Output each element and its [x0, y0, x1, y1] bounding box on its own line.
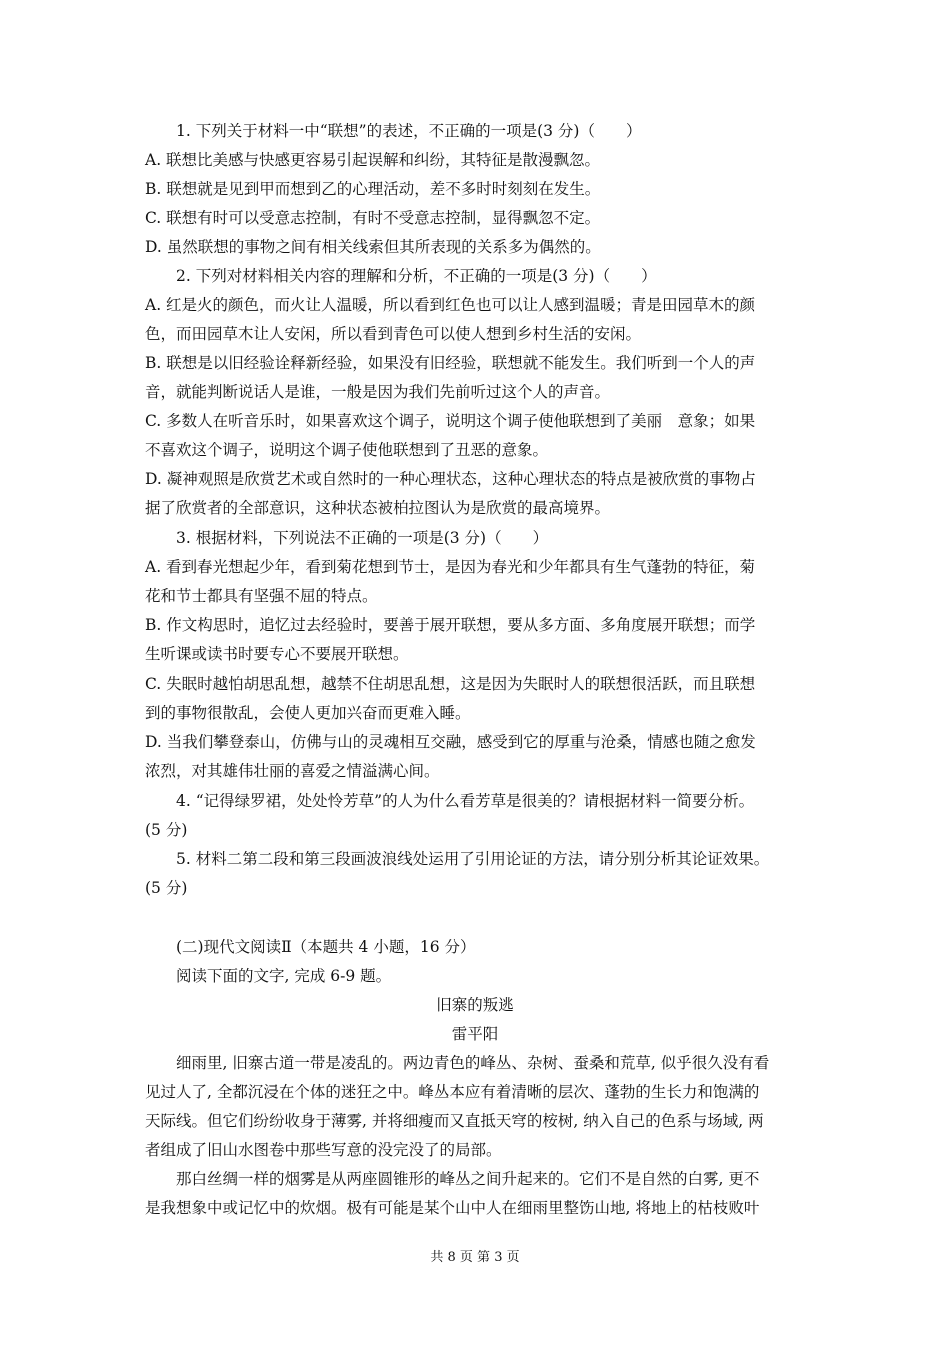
q2-line: A. 红是火的颜色，而火让人温暖，所以看到红色也可以让人感到温暖；青是田园草木的颜	[145, 296, 756, 314]
q1-option-c: C. 联想有时可以受意志控制，有时不受意志控制，显得飘忽不定。	[145, 209, 601, 227]
section-instruction: 阅读下面的文字, 完成 6-9 题。	[176, 967, 392, 985]
passage-line: 是我想象中或记忆中的炊烟。极有可能是某个山中人在细雨里整饬山地, 将地上的枯枝败叶	[145, 1199, 760, 1217]
q2-line: 据了欣赏者的全部意识，这种状态被柏拉图认为是欣赏的最高境界。	[145, 499, 611, 517]
q2-line: C. 多数人在听音乐时，如果喜欢这个调子，说明这个调子使他联想到了美丽 意象；如果	[145, 412, 756, 430]
section-heading: (二)现代文阅读Ⅱ（本题共 4 小题，16 分）	[176, 938, 476, 956]
passage-title: 旧寨的叛逃	[436, 996, 514, 1014]
q1-option-d: D. 虽然联想的事物之间有相关线索但其所表现的关系多为偶然的。	[145, 238, 601, 256]
q3-line: 浓烈，对其雄伟壮丽的喜爱之情溢满心间。	[145, 762, 440, 780]
q3-line: D. 当我们攀登泰山，仿佛与山的灵魂相互交融，感受到它的厚重与沧桑，情感也随之愈发	[145, 733, 756, 751]
passage-line: 见过人了, 全都沉浸在个体的迷狂之中。峰丛本应有着清晰的层次、蓬勃的生长力和饱满的	[145, 1083, 760, 1101]
q2-stem: 2. 下列对材料相关内容的理解和分析，不正确的一项是(3 分)（ ）	[176, 267, 657, 285]
q4-line1: 4. “记得绿罗裙，处处怜芳草”的人为什么看芳草是很美的？请根据材料一简要分析。	[176, 792, 755, 810]
q1-option-b: B. 联想就是见到甲而想到乙的心理活动，差不多时时刻刻在发生。	[145, 180, 601, 198]
passage-line: 者组成了旧山水图卷中那些写意的没完没了的局部。	[145, 1141, 502, 1159]
q3-line: B. 作文构思时，追忆过去经验时，要善于展开联想，要从多方面、多角度展开联想；而学	[145, 616, 756, 634]
q2-line: 音，就能判断说话人是谁，一般是因为我们先前听过这个人的声音。	[145, 383, 611, 401]
passage-line: 那白丝绸一样的烟雾是从两座圆锥形的峰丛之间升起来的。它们不是自然的白雾, 更不	[176, 1170, 760, 1188]
passage-line: 天际线。但它们纷纷收身于薄雾, 并将细瘦而又直抵天穹的桉树, 纳入自己的色系与场域, 两	[145, 1112, 764, 1130]
q3-line: A. 看到春光想起少年，看到菊花想到节士，是因为春光和少年都具有生气蓬勃的特征，菊	[145, 558, 756, 576]
q3-line: 花和节士都具有坚强不屈的特点。	[145, 587, 378, 605]
q1-stem: 1. 下列关于材料一中“联想”的表述，不正确的一项是(3 分)（ ）	[176, 122, 642, 140]
passage-line: 细雨里, 旧寨古道一带是凌乱的。两边青色的峰丛、杂树、蚕桑和荒草, 似乎很久没有看	[176, 1054, 770, 1072]
q2-line: B. 联想是以旧经验诠释新经验，如果没有旧经验，联想就不能发生。我们听到一个人的声	[145, 354, 756, 372]
q5-line1: 5. 材料二第二段和第三段画波浪线处运用了引用论证的方法，请分别分析其论证效果。	[176, 850, 770, 868]
q1-option-a: A. 联想比美感与快感更容易引起误解和纠纷，其特征是散漫飘忽。	[145, 151, 601, 169]
q2-line: 不喜欢这个调子，说明这个调子使他联想到了丑恶的意象。	[145, 441, 549, 459]
page-footer: 共 8 页 第 3 页	[430, 1250, 520, 1265]
q4-line2: (5 分)	[145, 821, 188, 839]
q3-line: C. 失眠时越怕胡思乱想，越禁不住胡思乱想，这是因为失眠时人的联想很活跃，而且联想	[145, 675, 756, 693]
q2-line: D. 凝神观照是欣赏艺术或自然时的一种心理状态，这种心理状态的特点是被欣赏的事物占	[145, 470, 756, 488]
q2-line: 色，而田园草木让人安闲，所以看到青色可以使人想到乡村生活的安闲。	[145, 325, 642, 343]
q3-stem: 3. 根据材料，下列说法不正确的一项是(3 分)（ ）	[176, 529, 549, 547]
q3-line: 生听课或读书时要专心不要展开联想。	[145, 645, 409, 663]
q3-line: 到的事物很散乱，会使人更加兴奋而更难入睡。	[145, 704, 471, 722]
q5-line2: (5 分)	[145, 879, 188, 897]
passage-author: 雷平阳	[451, 1025, 499, 1043]
